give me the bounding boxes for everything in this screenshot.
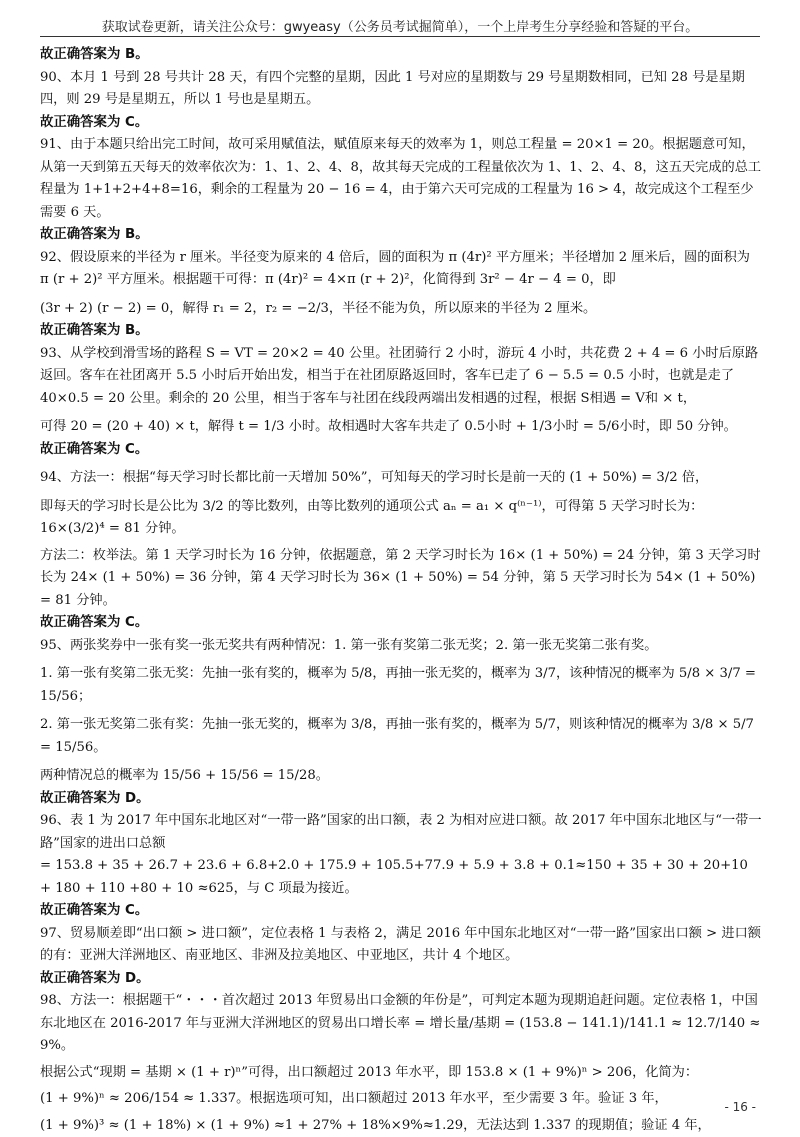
solution-90: 90、本月 1 号到 28 号共计 28 天，有四个完整的星期，因此 1 号对应的星期数与 29 号星期数相同，已知 28 号是星期四，则 29 号是星期五，所以 1 号也是星期五。 xyxy=(40,67,762,112)
solution-98-simplify: (1 + 9%)ⁿ ≈ 206/154 ≈ 1.337。根据选项可知，出口额超过 2013 年水平，至少需要 3 年。验证 3 年， xyxy=(40,1088,762,1111)
document-body xyxy=(40,44,762,1137)
answer-line: 故正确答案为 D。 xyxy=(40,968,762,991)
solution-96: 96、表 1 为 2017 年中国东北地区对“一带一路”国家的出口额，表 2 为相对应进口额。故 2017 年中国东北地区与“一带一路”国家的进出口总额 xyxy=(40,810,762,855)
page-number: - 16 - xyxy=(724,1100,756,1114)
answer-line: 故正确答案为 C。 xyxy=(40,439,762,462)
page-header: 获取试卷更新，请关注公众号：gwyeasy（公务员考试掘简单），一个上岸考生分享经验和答疑的平台。 xyxy=(0,16,800,35)
header-divider xyxy=(40,36,760,37)
solution-98: 98、方法一：根据题干“・・・首次超过 2013 年贸易出口金额的年份是”，可判定本题为现期追赶问题。定位表格 1，中国东北地区在 2016-2017 年与亚洲大洋洲地区的贸易出口增长率 = 增长量/基期 = (153.8 − 141.1)/141.1 ≈ 12.7/140 ≈ 9%。 xyxy=(40,990,762,1058)
answer-line: 故正确答案为 B。 xyxy=(40,224,762,247)
answer-line: 故正确答案为 C。 xyxy=(40,900,762,923)
solution-93-cont: 可得 20 = (20 + 40) × t，解得 t = 1/3 小时。故相遇时大客车共走了 0.5小时 + 1/3小时 = 5/6小时，即 50 分钟。 xyxy=(40,416,762,439)
answer-line: 故正确答案为 C。 xyxy=(40,112,762,135)
solution-95-case2: 2. 第一张无奖第二张有奖：先抽一张无奖的，概率为 3/8，再抽一张有奖的，概率为 5/7，则该种情况的概率为 3/8 × 5/7 = 15/56。 xyxy=(40,714,762,759)
solution-93: 93、从学校到滑雪场的路程 S = VT = 20×2 = 40 公里。社团骑行 2 小时，游玩 4 小时，共花费 2 + 4 = 6 小时后原路返回。客车在社团离开 5.5 小时后开始出发，相当于在社团原路返回时，客车已走了 6 − 5.5 = 0.5 小时，也就是走了 40×0.5 = 20 公里。剩余的 20 公里，相当于客车与社团在线段两端出发相遇的过程，根据 S相遇 = V和 × t， xyxy=(40,343,762,411)
answer-line: 故正确答案为 B。 xyxy=(40,44,762,67)
answer-line: 故正确答案为 C。 xyxy=(40,612,762,635)
answer-line: 故正确答案为 D。 xyxy=(40,788,762,811)
solution-92: 92、假设原来的半径为 r 厘米。半径变为原来的 4 倍后，圆的面积为 π (4r)² 平方厘米；半径增加 2 厘米后，圆的面积为 π (r + 2)² 平方厘米。根据题干可得：π (4r)² = 4×π (r + 2)²，化简得到 3r² − 4r − 4 = 0，即 xyxy=(40,247,762,292)
solution-98-verify: (1 + 9%)³ ≈ (1 + 18%) × (1 + 9%) ≈1 + 27% + 18%×9%≈1.29，无法达到 1.337 的现期值；验证 4 年， xyxy=(40,1115,762,1137)
solution-92-cont: (3r + 2) (r − 2) = 0，解得 r₁ = 2，r₂ = −2/3，半径不能为负，所以原来的半径为 2 厘米。 xyxy=(40,298,762,321)
solution-91: 91、由于本题只给出完工时间，故可采用赋值法，赋值原来每天的效率为 1，则总工程量 = 20×1 = 20。根据题意可知，从第一天到第五天每天的效率依次为：1、1、2、4、8，故其每天完成的工程量依次为 1、1、2、4、8，这五天完成的总工程量为 1+1+2+4+8=16，剩余的工程量为 20 − 16 = 4，由于第六天可完成的工程量为 16 > 4，故完成这个工程至少需要 6 天。 xyxy=(40,134,762,224)
solution-95: 95、两张奖券中一张有奖一张无奖共有两种情况：1. 第一张有奖第二张无奖；2. 第一张无奖第二张有奖。 xyxy=(40,635,762,658)
solution-94-result: 16×(3/2)⁴ = 81 分钟。 xyxy=(40,518,762,541)
solution-98-formula: 根据公式“现期 = 基期 × (1 + r)ⁿ”可得，出口额超过 2013 年水平，即 153.8 × (1 + 9%)ⁿ > 206，化简为： xyxy=(40,1062,762,1085)
solution-94: 94、方法一：根据“每天学习时长都比前一天增加 50%”，可知每天的学习时长是前一天的 (1 + 50%) = 3/2 倍， xyxy=(40,467,762,490)
solution-95-case1: 1. 第一张有奖第二张无奖：先抽一张有奖的，概率为 5/8，再抽一张无奖的，概率为 3/7，该种情况的概率为 5/8 × 3/7 = 15/56； xyxy=(40,663,762,708)
solution-94-cont: 即每天的学习时长是公比为 3/2 的等比数列，由等比数列的通项公式 aₙ = a₁ × q⁽ⁿ⁻¹⁾，可得第 5 天学习时长为： xyxy=(40,496,762,519)
solution-94-method2: 方法二：枚举法。第 1 天学习时长为 16 分钟，依据题意，第 2 天学习时长为 16× (1 + 50%) = 24 分钟，第 3 天学习时长为 24× (1 + 50%) = 36 分钟，第 4 天学习时长为 36× (1 + 50%) = 54 分钟，第 5 天学习时长为 54× (1 + 50%) = 81 分钟。 xyxy=(40,545,762,613)
answer-line: 故正确答案为 B。 xyxy=(40,320,762,343)
solution-95-total: 两种情况总的概率为 15/56 + 15/56 = 15/28。 xyxy=(40,765,762,788)
solution-96-sum: = 153.8 + 35 + 26.7 + 23.6 + 6.8+2.0 + 175.9 + 105.5+77.9 + 5.9 + 3.8 + 0.1≈150 + 35 + 30 + 20+10 + 180 + 110 +80 + 10 ≈625，与 C 项最为接近。 xyxy=(40,855,762,900)
solution-97: 97、贸易顺差即“出口额 > 进口额”，定位表格 1 与表格 2，满足 2016 年中国东北地区对“一带一路”国家出口额 > 进口额的有：亚洲大洋洲地区、南亚地区、非洲及拉美地区、中亚地区，共计 4 个地区。 xyxy=(40,923,762,968)
